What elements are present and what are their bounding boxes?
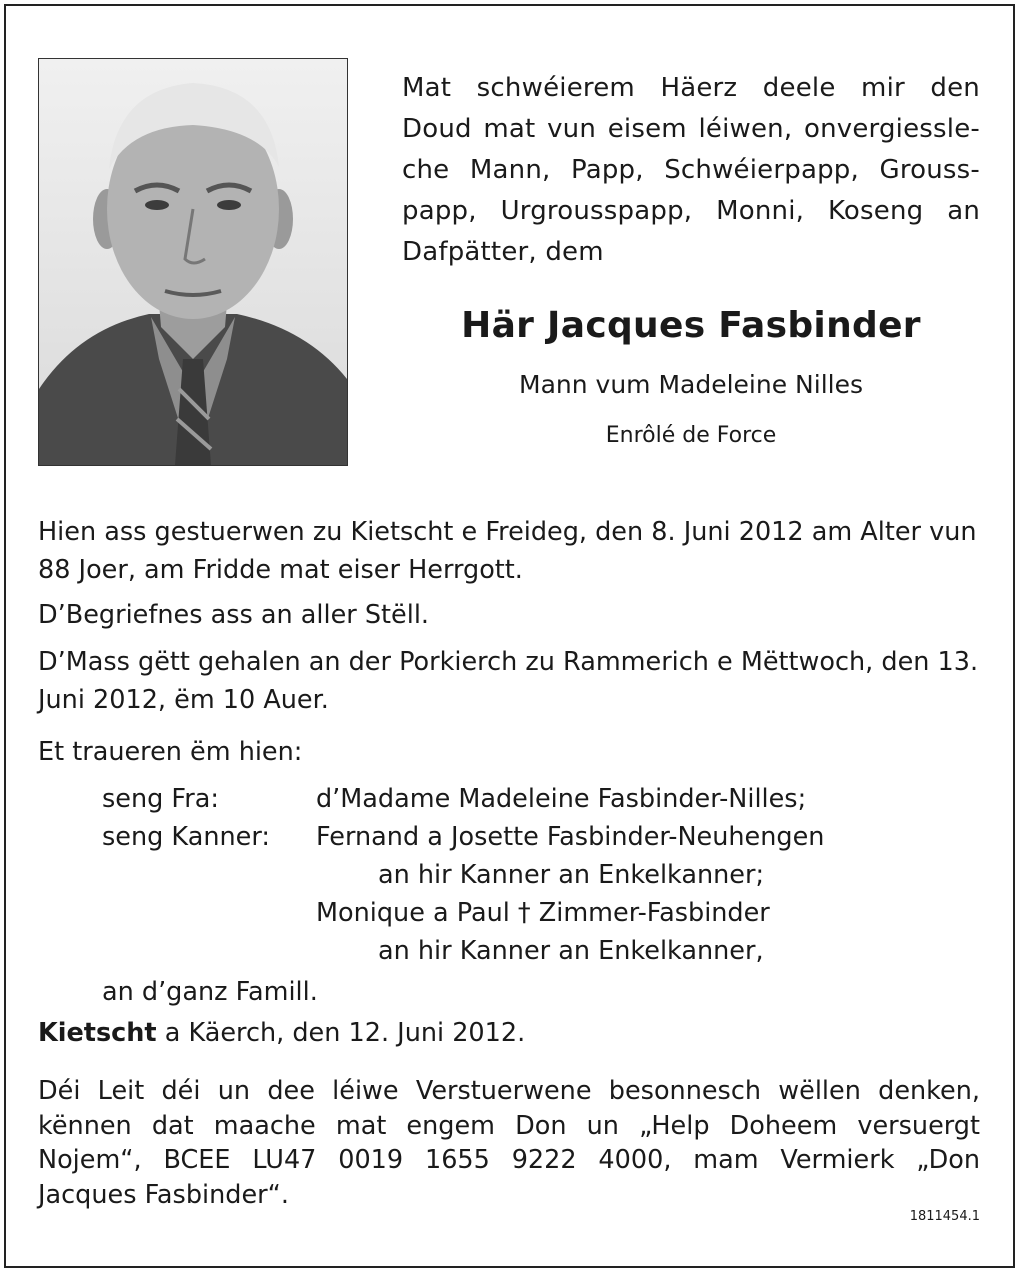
mourning-intro: Et traueren ëm hien:: [38, 737, 303, 767]
mass-paragraph: D’Mass gëtt gehalen an der Porkierch zu Rammerich e Mëttwoch, den 13. Juni 2012, ëm 10 Auer.: [38, 647, 979, 715]
mourners-list: [38, 780, 980, 970]
mourner-row: [38, 856, 980, 894]
mourner-row: [38, 894, 980, 932]
intro-line: papp, Urgrousspapp, Monni, Koseng an: [402, 196, 980, 226]
intro-line: Doud mat vun eisem léiwen, onvergiessle-: [402, 114, 980, 144]
donation-line: Nojem“, BCEE LU47 0019 1655 9222 4000, mam Vermierk „Don: [38, 1145, 980, 1175]
mourner-names: d’Madame Madeleine Fasbinder-Nilles;: [316, 784, 807, 814]
mourner-names: Fernand a Josette Fasbinder-Neuhengen: [316, 822, 825, 852]
deceased-name: Här Jacques Fasbinder: [461, 305, 921, 346]
mourner-relation: seng Fra:: [102, 784, 219, 814]
mourner-names: an hir Kanner an Enkelkanner,: [378, 936, 764, 966]
donation-line: Déi Leit déi un dee léiwe Verstuerwene besonnesch wëllen denken,: [38, 1076, 980, 1106]
spouse-line: Mann vum Madeleine Nilles: [519, 370, 863, 399]
donation-line: Jacques Fasbinder“.: [38, 1179, 289, 1210]
mourner-row: [38, 818, 980, 856]
portrait-image: [39, 59, 347, 465]
mourner-names: an hir Kanner an Enkelkanner;: [378, 860, 765, 890]
place-date-line: [38, 1018, 525, 1048]
place-town: Kietscht: [38, 1018, 157, 1048]
burial-paragraph: D’Begriefnes ass an aller Stëll.: [38, 600, 430, 630]
title-note: Enrôlé de Force: [605, 423, 777, 448]
intro-line: Mat schwéierem Häerz deele mir den: [402, 73, 980, 103]
intro-text: [402, 68, 980, 273]
reference-number: 1811454.1: [909, 1209, 980, 1224]
donation-line: kënnen dat maache mat engem Don un „Help Doheem versuergt: [38, 1110, 980, 1141]
intro-line: Dafpätter, dem: [402, 237, 604, 267]
donation-paragraph: [38, 1074, 980, 1212]
portrait-photo: [38, 58, 348, 466]
mourner-row: [38, 780, 980, 818]
death-paragraph: Hien ass gestuerwen zu Kietscht e Freideg, den 8. Juni 2012 am Alter vun 88 Joer, am Fridde mat eiser Herrgott.: [38, 517, 977, 585]
intro-line: che Mann, Papp, Schwéierpapp, Grouss-: [402, 155, 980, 185]
mourner-relation: seng Kanner:: [102, 822, 270, 852]
place-rest: a Käerch, den 12. Juni 2012.: [156, 1018, 526, 1048]
mourner-names: Monique a Paul † Zimmer-Fasbinder: [316, 898, 770, 928]
closing-line: an d’ganz Famill.: [102, 977, 318, 1007]
mourner-row: [38, 932, 980, 970]
